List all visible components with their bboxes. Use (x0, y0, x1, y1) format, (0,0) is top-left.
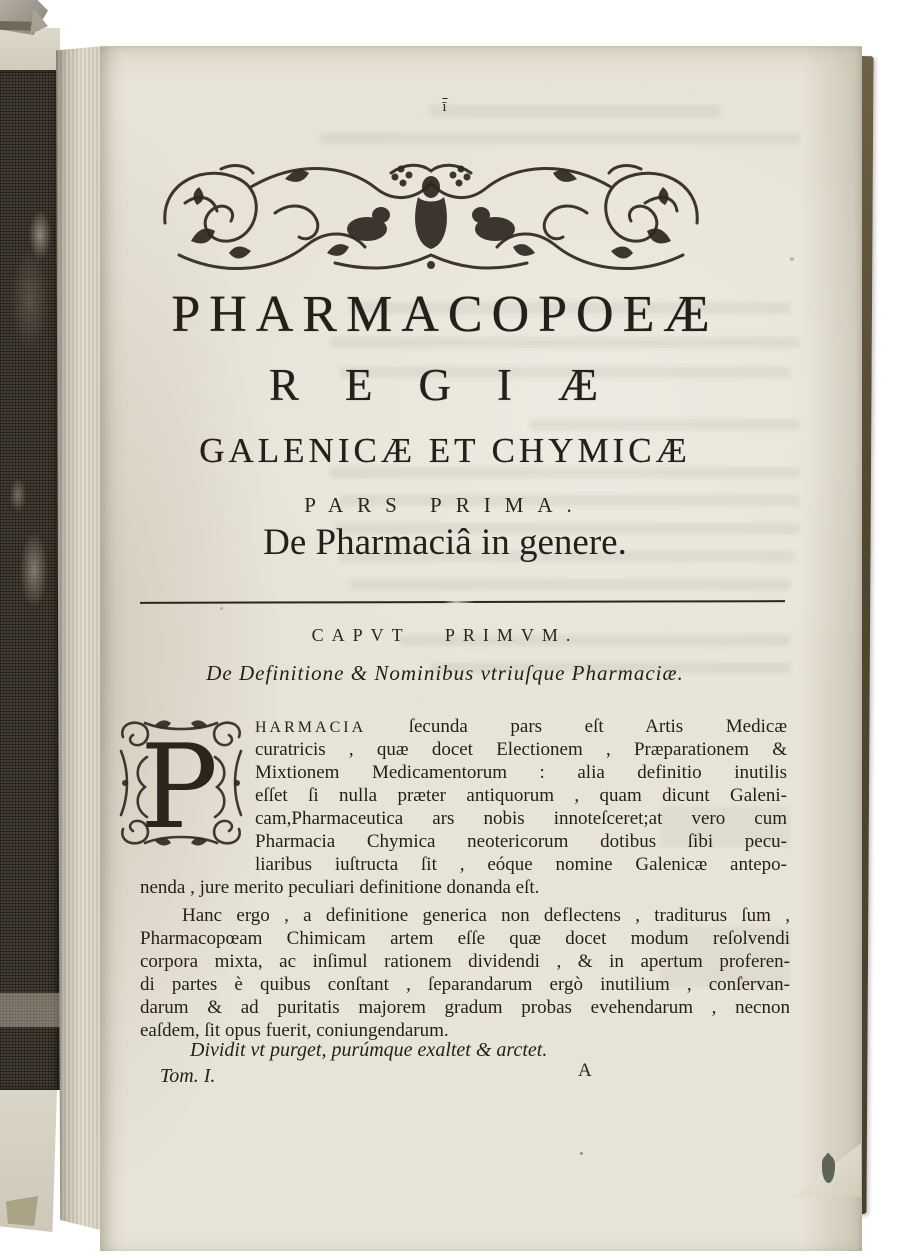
body-line: di partes è quibus conſtant , ſeparandarum ergò inutilium , conſervan- (140, 974, 790, 995)
first-word-small-caps: HARMACIA (255, 719, 367, 736)
frontispiece-highlight (0, 993, 60, 1027)
show-through (350, 579, 790, 590)
headpiece-ornament-icon (155, 153, 707, 281)
body-line: corpora mixta, ac inſimul rationem dividendi , & in apertum proferen- (140, 951, 790, 972)
body-line: HARMACIA ſecunda pars eſt Artis Medicæ (255, 716, 787, 737)
folio-number: $\overline{ī}$ (442, 99, 448, 115)
paragraph-1 (140, 715, 790, 899)
signature-mark: A (578, 1060, 592, 1081)
ink-speck (580, 1152, 583, 1155)
drop-cap-letter: P (139, 720, 219, 849)
book-title-line2: REGIÆ (269, 360, 644, 410)
body-line: eſſet ſi nulla præter antiquorum , quam dicunt Galeni- (255, 785, 787, 806)
body-line: liaribus iuſtructa ſit , eóque nomine Galenicæ antepo- (255, 854, 787, 875)
fox-spot (220, 607, 223, 610)
show-through (320, 133, 800, 144)
chapter-heading: CAPVT PRIMVM. (311, 625, 579, 645)
body-line: Mixtionem Medicamentorum : alia definitio inutilis (255, 762, 787, 783)
fox-spot (790, 257, 794, 261)
title-page (100, 46, 862, 1251)
body-line: Pharmacia Chymica neotericorum dotibus ſibi pecu- (255, 831, 787, 852)
book-title-line3: GALENICÆ ET CHYMICÆ (199, 431, 691, 470)
body-line: nenda , jure merito peculiari definitione donanda eſt. (140, 877, 540, 898)
body-line: cam,Pharmaceutica ars nobis innoteſceret;at vero cum (255, 808, 787, 829)
paragraph-2 (140, 905, 790, 1043)
drop-cap-initial-icon (115, 717, 247, 849)
frontispiece-top-margin (0, 28, 60, 76)
part-heading: PARS PRIMA. (304, 493, 586, 517)
part-subtitle: De Pharmaciâ in genere. (263, 522, 627, 563)
book-title-line1: PHARMACOPOEÆ (171, 286, 719, 343)
epigraph-verse: Dividit vt purget, purúmque exaltet & arctet. (190, 1039, 548, 1061)
body-line: Hanc ergo , a definitione generica non deflectens , traditurus ſum , (182, 905, 790, 926)
section-rule (140, 600, 785, 604)
body-line: darum & ad puritatis majorem gradum probas evehendarum , necnon (140, 997, 790, 1018)
body-line: eaſdem, ſit opus fuerit, coniungendarum. (140, 1020, 449, 1041)
show-through (530, 419, 800, 430)
frontispiece-engraving-strip (0, 70, 60, 1090)
tome-label: Tom. I. (160, 1065, 216, 1087)
chapter-subtitle: De Definitione & Nominibus vtriuſque Pharmaciæ. (206, 661, 684, 685)
body-line: curatricis , quæ docet Electionem , Præparationem & (255, 739, 787, 760)
body-line: Pharmacopœam Chimicam artem eſſe quæ docet modum reſolvendi (140, 928, 790, 949)
